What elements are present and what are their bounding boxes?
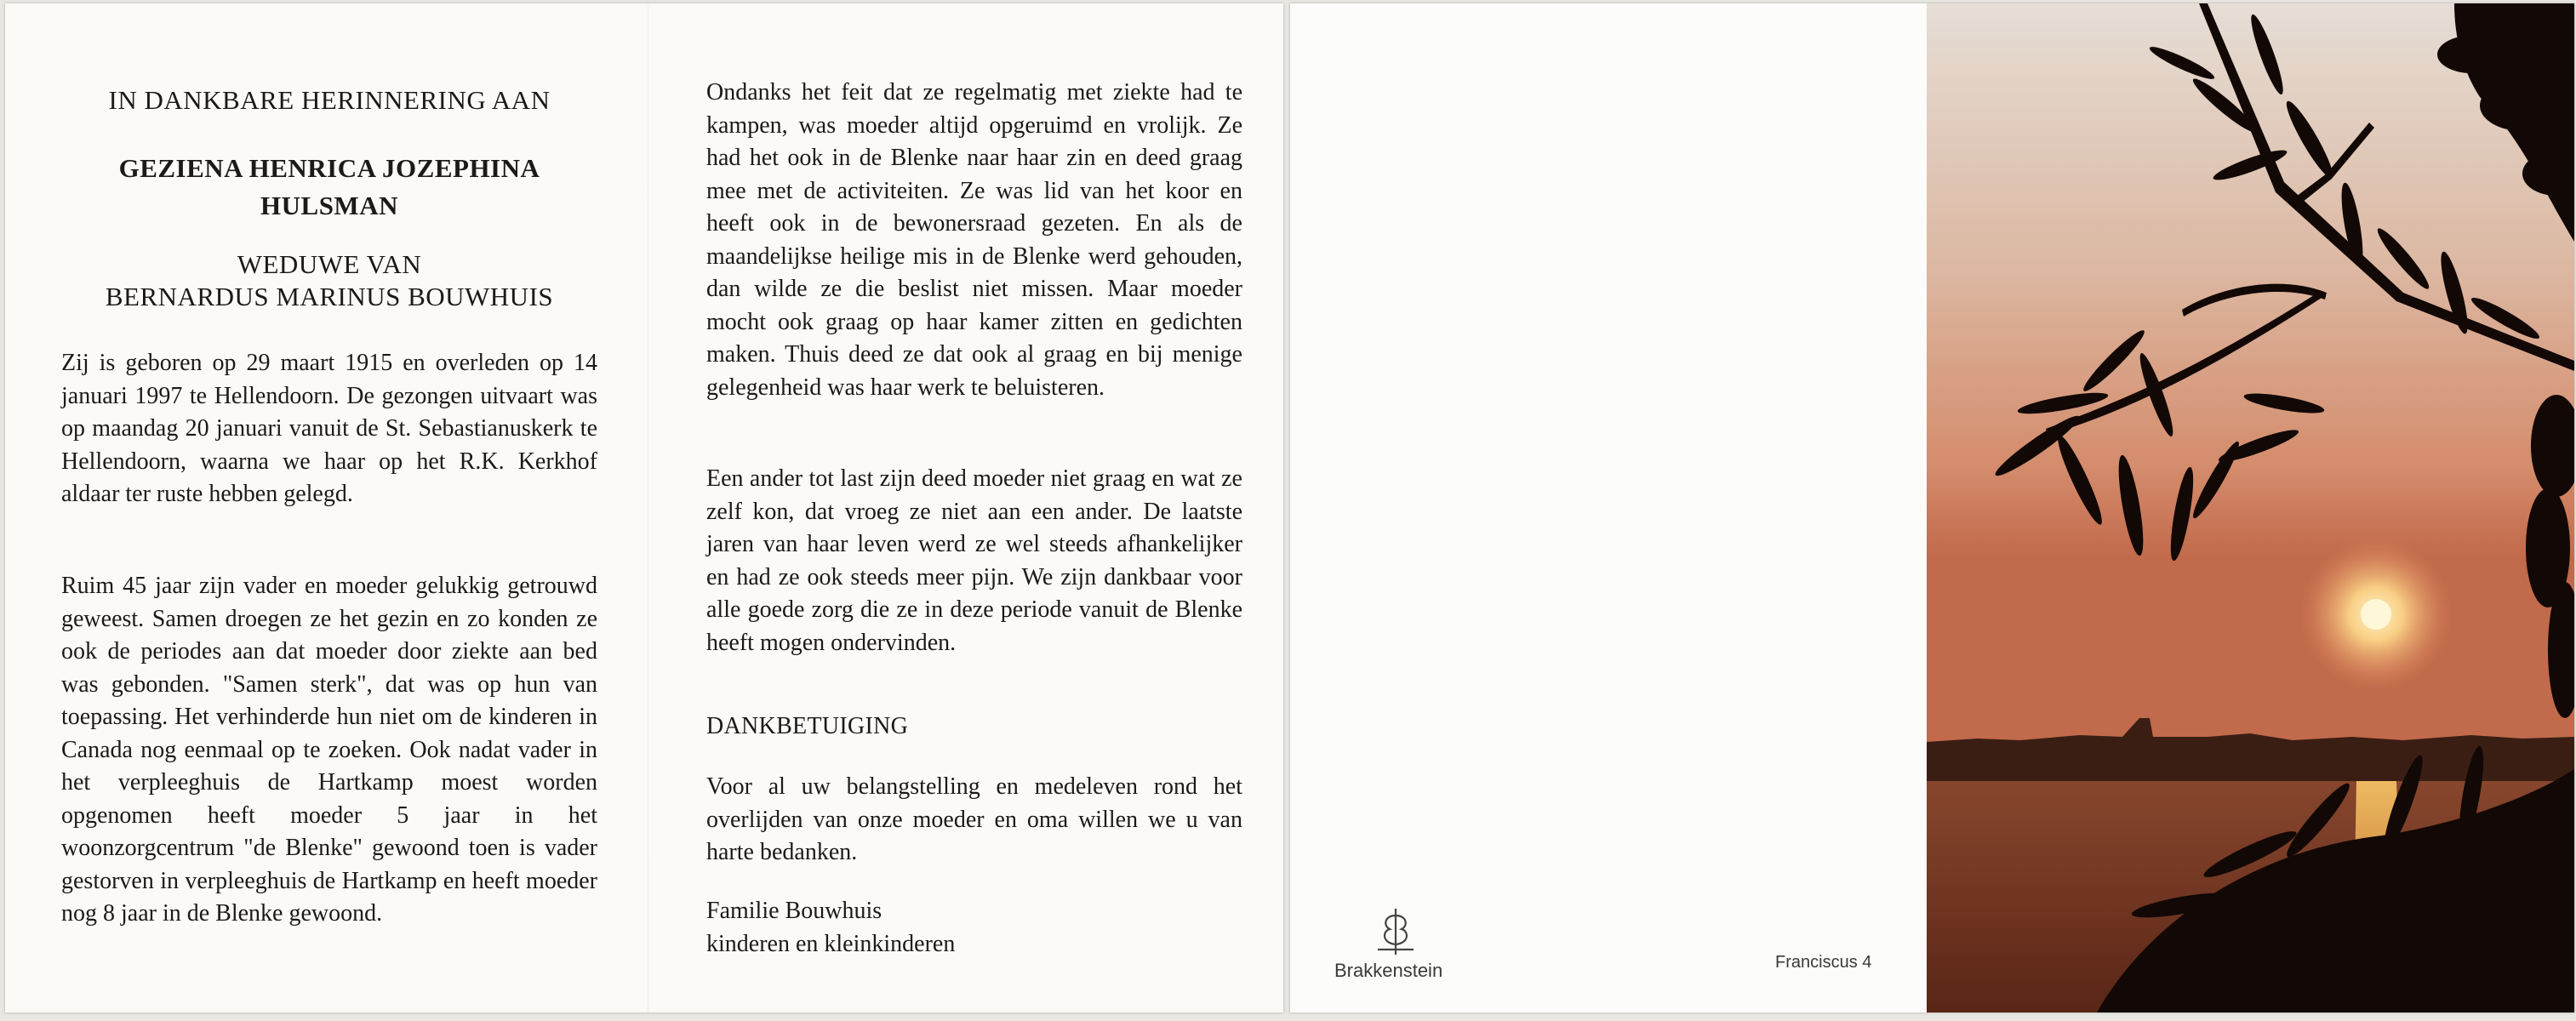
signature-line-2: kinderen en kleinkinderen bbox=[706, 930, 956, 957]
paragraph-decline: Een ander tot last zijn deed moeder niet graag en wat ze zelf kon, dat vroeg ze niet aan een ander. De laatste jaren van haar leven werd ze wel steeds afhankelijker en had ze ook steeds meer pijn. We zijn dankbaar voor alle goede zorg die ze in deze periode vanuit de Blenke heeft mogen ondervinden. bbox=[706, 465, 1242, 656]
sunset-scene bbox=[1927, 3, 2574, 1012]
signature bbox=[706, 895, 955, 961]
paragraph-illness: Ondanks het feit dat ze regelmatig met ziekte had te kampen, was moeder altijd opgeruimd en vrolijk. Ze had het ook in de Blenke naar haar zin en deed graag mee met de activiteiten. Ze was lid van het koor en heeft ook in de bewonersraad gezeten. En als de maandelijkse heilige mis in de Blenke werd gehouden, dan wilde ze die beslist niet missen. Maar moeder mocht ook graag op haar kamer zitten en gedichten maken. Thuis deed ze dat ook al graag en bij menige gelegenheid was haar werk te beluisteren. bbox=[706, 79, 1242, 401]
sunset-photo bbox=[1927, 3, 2574, 1012]
deceased-name-line-2: HULSMAN bbox=[260, 191, 398, 220]
widow-of-line-1: WEDUWE VAN bbox=[237, 249, 422, 279]
memorial-card-inside bbox=[5, 3, 1283, 1012]
card-code: Franciscus 4 bbox=[1775, 953, 1872, 972]
deceased-name bbox=[61, 150, 597, 225]
publisher-name: Brakkenstein bbox=[1334, 960, 1443, 981]
paragraph-thanks: Voor al uw belangstelling en medeleven rond het overlijden van onze moeder en oma willen we u van harte bedanken. bbox=[706, 773, 1242, 865]
sun bbox=[2361, 599, 2391, 630]
signature-line-1: Familie Bouwhuis bbox=[706, 898, 882, 924]
deceased-name-line-1: GEZIENA HENRICA JOZEPHINA bbox=[118, 153, 540, 183]
brakkenstein-logo-icon bbox=[1371, 907, 1420, 956]
paragraph-marriage: Ruim 45 jaar zijn vader en moeder gelukkig getrouwd geweest. Samen droegen ze het gezin en zo konden ze ook de periodes aan dat moeder door ziekte aan bed was gebonden. "Samen sterk", dat was op hun van toepassing. Het verhinderde hun niet om de kinderen in Canada nog eenmaal op te zoeken. Ook nadat vader in het verpleeghuis de Hartkamp moest worden opgenomen heeft moeder 5 jaar in het woonzorgcentrum "de Blenke" gewoond toen is vader gestorven in verpleeghuis de Hartkamp en heeft moeder nog 8 jaar in de Blenke gewoond. bbox=[61, 573, 597, 927]
heading-intro: IN DANKBARE HERINNERING AAN bbox=[108, 85, 551, 115]
widow-of bbox=[61, 248, 597, 313]
memorial-card-outside bbox=[1290, 3, 2574, 1012]
widow-of-line-2: BERNARDUS MARINUS BOUWHUIS bbox=[105, 282, 554, 311]
paragraph-birth-death: Zij is geboren op 29 maart 1915 en overleden op 14 januari 1997 te Hellendoorn. De gezongen uitvaart was op maandag 20 januari vanuit de St. Sebastianuskerk te Hellendoorn, waarna we haar op het R.K. Kerkhof aldaar ter ruste hebben gelegd. bbox=[61, 350, 597, 507]
thanks-heading: DANKBETUIGING bbox=[706, 713, 909, 739]
